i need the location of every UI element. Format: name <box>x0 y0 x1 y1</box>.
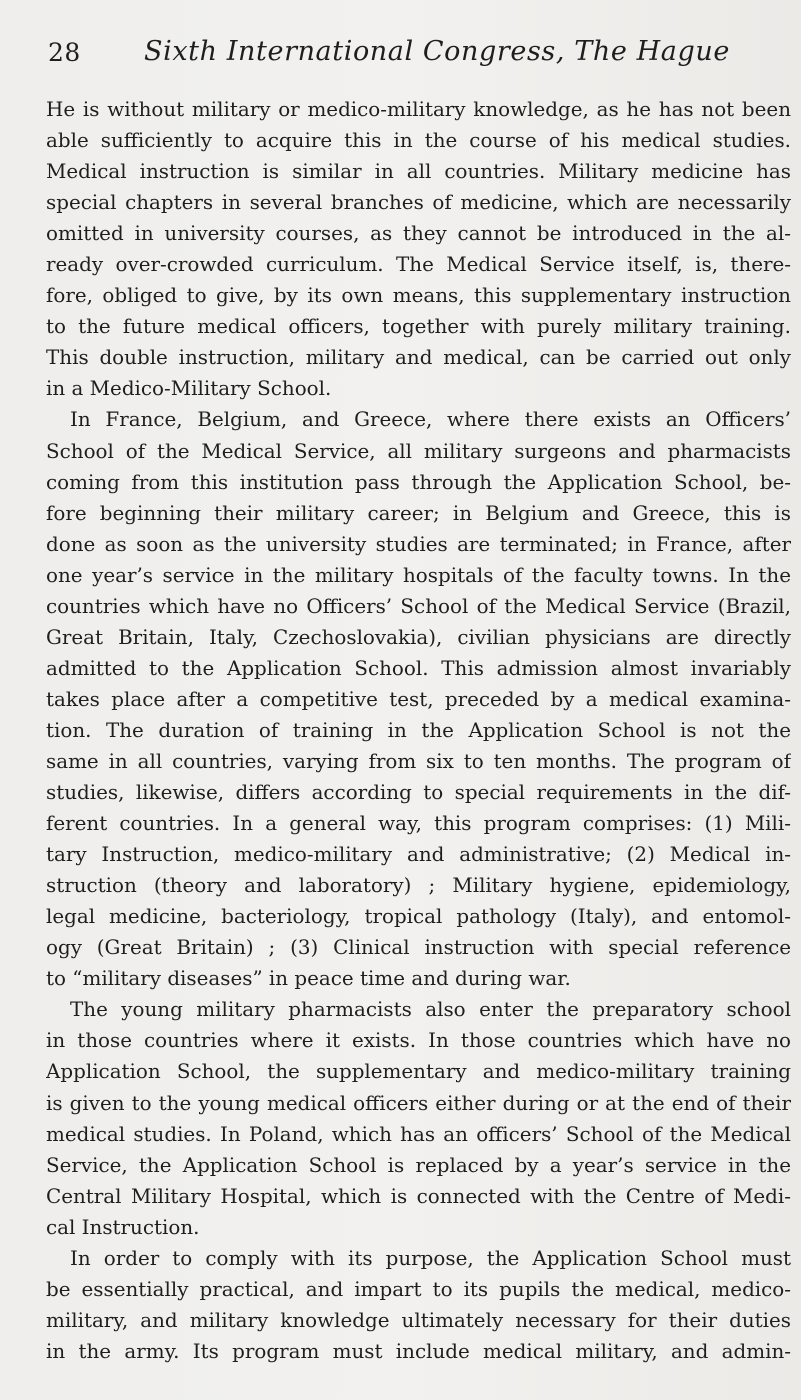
text-line: to “military diseases” in peace time and during war. <box>46 967 571 991</box>
text-line: in a Medico-Military School. <box>46 377 332 401</box>
page-header <box>48 32 753 72</box>
text-line: done as soon as the university studies are terminated; in France, after <box>46 532 791 556</box>
text-line: ferent countries. In a general way, this program comprises: (1) Mili- <box>46 812 791 836</box>
text-line: cal Instruction. <box>46 1215 200 1239</box>
text-line: School of the Medical Service, all military surgeons and pharmacists <box>46 439 791 463</box>
text-line: In order to comply with its purpose, the Application School must <box>70 1246 791 1270</box>
text-line: admitted to the Application School. This admission almost invariably <box>46 656 791 680</box>
text-line: one year’s service in the military hospitals of the faculty towns. In the <box>46 563 791 587</box>
text-line: able sufficiently to acquire this in the course of his medical studies. <box>46 129 791 153</box>
text-line: Service, the Application School is replaced by a year’s service in the <box>46 1153 791 1177</box>
text-line: is given to the young medical officers either during or at the end of their <box>46 1091 791 1115</box>
page-number: 28 <box>48 38 81 67</box>
text-line: Medical instruction is similar in all countries. Military medicine has <box>46 160 791 184</box>
text-line: This double instruction, military and medical, can be carried out only <box>46 346 791 370</box>
text-line: same in all countries, varying from six to ten months. The program of <box>46 749 791 773</box>
text-line: tion. The duration of training in the Application School is not the <box>46 718 791 742</box>
text-line: in the army. Its program must include medical military, and admin- <box>46 1339 791 1363</box>
text-line: be essentially practical, and impart to its pupils the medical, medico- <box>46 1277 791 1301</box>
body-text <box>46 94 791 1367</box>
text-line: Great Britain, Italy, Czechoslovakia), civilian physicians are directly <box>46 625 791 649</box>
text-line: ready over-crowded curriculum. The Medical Service itself, is, there- <box>46 253 791 277</box>
text-line: Central Military Hospital, which is connected with the Centre of Medi- <box>46 1184 791 1208</box>
text-line: fore beginning their military career; in Belgium and Greece, this is <box>46 501 791 525</box>
text-line: takes place after a competitive test, preceded by a medical examina- <box>46 687 791 711</box>
text-line: fore, obliged to give, by its own means, this supplementary instruction <box>46 284 791 308</box>
text-line: omitted in university courses, as they cannot be introduced in the al- <box>46 222 791 246</box>
text-line: In France, Belgium, and Greece, where there exists an Officers’ <box>70 408 791 432</box>
text-line: countries which have no Officers’ School of the Medical Service (Brazil, <box>46 594 791 618</box>
text-line: military, and military knowledge ultimately necessary for their duties <box>46 1308 791 1332</box>
text-line: in those countries where it exists. In those countries which have no <box>46 1029 791 1053</box>
text-line: The young military pharmacists also enter the preparatory school <box>70 998 791 1022</box>
text-line: to the future medical officers, together with purely military training. <box>46 315 791 339</box>
text-line: studies, likewise, differs according to special requirements in the dif- <box>46 781 791 805</box>
running-title: Sixth International Congress, The Hague <box>144 36 730 67</box>
text-line: special chapters in several branches of medicine, which are necessarily <box>46 191 791 215</box>
text-line: coming from this institution pass through the Application School, be- <box>46 470 791 494</box>
text-line: legal medicine, bacteriology, tropical pathology (Italy), and entomol- <box>46 905 791 929</box>
text-line: ogy (Great Britain) ; (3) Clinical instruction with special reference <box>46 936 791 960</box>
text-line: Application School, the supplementary and medico-military training <box>46 1060 791 1084</box>
text-line: He is without military or medico-military knowledge, as he has not been <box>46 98 791 121</box>
text-line: tary Instruction, medico-military and administrative; (2) Medical in- <box>46 843 791 867</box>
text-line: struction (theory and laboratory) ; Military hygiene, epidemiology, <box>46 874 791 898</box>
text-line: medical studies. In Poland, which has an officers’ School of the Medical <box>46 1122 791 1146</box>
